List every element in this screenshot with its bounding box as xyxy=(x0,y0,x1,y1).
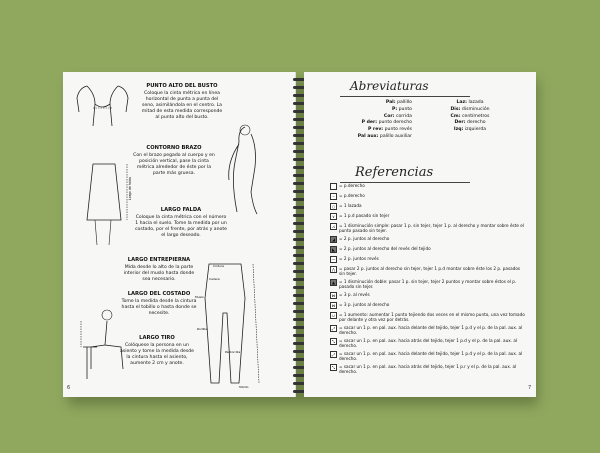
text-block-falda: LARGO FALDA Coloque la cinta métrica con el número 1 hacia el suelo. Tome la medida por un costado, por el frente, por atrás y anote el largo deseado. xyxy=(135,207,227,238)
reference-item: ⤢ = sacar un 1 p. en pal. aux. hacia delante del tejido, tejer 1 p.d y el p. de la pal. aux. al derecho. xyxy=(331,325,523,335)
reference-item: ▲ = 1 disminución doble: pasar 1 p. sin tejer, tejer 2 puntos y montar sobre éstos el p. pasado sin tejer. xyxy=(331,279,517,289)
svg-text:Muslo: Muslo xyxy=(195,295,204,299)
reference-item: – = p.derecho xyxy=(316,193,526,203)
svg-text:Tobillo: Tobillo xyxy=(239,385,249,389)
text-block-tiro: LARGO TIRO Colóquese la persona en un asiento y tome la medida desde la cintura hasta el asiento, aumente 2 cm y anote. xyxy=(120,335,194,366)
page-number-left: 6 xyxy=(67,385,71,391)
reference-item: ⋀ = pasar 2 p. juntos al derecho sin tejer, tejer 1 p.d montar sobre éste los 2 p. pasados sin tejer. xyxy=(331,266,521,276)
abbreviations-underline xyxy=(340,96,470,97)
stitch-symbol-icon: ∨ xyxy=(330,213,337,220)
stitch-symbol-icon: ⋈ xyxy=(331,293,336,298)
svg-text:Rodilla: Rodilla xyxy=(197,327,208,331)
text-block-costado: LARGO DEL COSTADO Tome la medida desde la cintura hasta el tobillo o hasta donde se necesite. xyxy=(121,291,197,316)
stitch-symbol-icon: ◢ xyxy=(331,237,336,242)
stitch-symbol-icon: ◣ xyxy=(331,247,336,252)
stitch-symbol-icon: – xyxy=(330,193,337,200)
reference-item: ∨ = 1 p.d pasado sin tejer xyxy=(316,213,526,223)
reference-item: ◣ = 2 p. juntos al derecho del revés del tejido xyxy=(331,246,431,252)
reference-item: ◢ = 2 p. juntos al derecho xyxy=(331,236,390,242)
reference-item: ⤢ = sacar un 1 p. en pal. aux. hacia delante del tejido, tejer 1 p.d y el p. de la pal. aux. al derecho. xyxy=(331,351,523,361)
stitch-symbol-icon xyxy=(330,183,337,190)
stitch-symbol-icon: ⋈ xyxy=(331,303,336,308)
svg-text:Pantorrilla: Pantorrilla xyxy=(225,350,241,354)
stitch-symbol-icon: ∪ xyxy=(330,312,337,319)
cable-symbol-icon: ⤢ xyxy=(331,352,336,357)
text-block-busto: PUNTO ALTO DEL BUSTO Coloque la cinta métrica en línea horizontal de punta a punta del seno, asimilándola en el centro. La mitad de esta medida corresponde al punto alto del busto. xyxy=(141,83,223,120)
stitch-symbol-icon: — xyxy=(331,257,336,262)
reference-item: ⋈ = 3 p. al revés xyxy=(331,292,370,298)
text-block-entrepierna: LARGO ENTREPIERNA Mida desde lo alto de la parte interior del muslo hasta donde sea necesario. xyxy=(123,257,195,282)
reference-item: ∪ = 1 aumento: aumentar 1 punto tejiendo dos veces en el mismo punto, una vez tomado por delante y otra vez por detrás. xyxy=(316,312,526,325)
arm-illustration xyxy=(223,122,268,217)
stitch-symbol-icon: ▲ xyxy=(331,280,336,285)
cable-symbol-icon: ⤡ xyxy=(331,339,336,344)
reference-item: ⋈ = 3 p. juntos al derecho xyxy=(331,302,390,308)
stitch-symbol-icon: ⋀ xyxy=(331,267,336,272)
cable-symbol-icon: ⤢ xyxy=(331,326,336,331)
stitch-symbol-icon: ⋌ xyxy=(331,224,336,229)
stitch-symbol-icon: ○ xyxy=(331,204,336,209)
torso-illustration xyxy=(75,82,130,130)
pants-illustration xyxy=(195,258,270,393)
reference-item: ⤡ = sacar un 1 p. en pal. aux. hacia atrás del tejido, tejer 1 p.r y el p. de la pal. aux. al derecho. xyxy=(331,364,517,374)
reference-item: — = 2 p. juntos revés xyxy=(331,256,379,262)
left-page xyxy=(63,72,296,397)
skirt-length-label: Largo de falda xyxy=(128,177,132,200)
references-title: Referencias xyxy=(355,165,434,180)
abbreviations-left-list: Pal: pallillo P: punto Cor: corrida P der: punto derecho P rev: punto revés Pal aux: palillo auxiliar xyxy=(357,100,412,139)
svg-text:Cadera: Cadera xyxy=(209,277,220,281)
reference-item: ⤡ = sacar un 1 p. en pal. aux. hacia atrás del tejido, tejer 1 p.d y el p. de la pal. aux. al derecho. xyxy=(331,338,518,348)
reference-item: = p.derecho xyxy=(316,183,526,193)
references-list xyxy=(316,183,526,377)
page-number-right: 7 xyxy=(528,385,532,391)
abbreviations-right-list: Laz: lazada Dis: disminución Cm: centímetros Der: derecho Izq: izquierda xyxy=(450,100,490,133)
reference-item: ○ = 1 lazada xyxy=(331,203,362,209)
text-block-brazo: CONTORNO BRAZO Con el brazo pegado al cuerpo y en posición vertical, pase la cinta métrica alrededor de éste por la parte más gruesa. xyxy=(133,145,215,176)
reference-item: ⋌ = 1 disminución simple: pasar 1 p. sin tejer, tejer 1 p. al derecho y montar sobre éste el punto pasado sin tejer. xyxy=(331,223,525,233)
cable-symbol-icon: ⤡ xyxy=(331,365,336,370)
svg-text:Cintura: Cintura xyxy=(213,264,224,268)
abbreviations-title: Abreviaturas xyxy=(350,79,429,93)
